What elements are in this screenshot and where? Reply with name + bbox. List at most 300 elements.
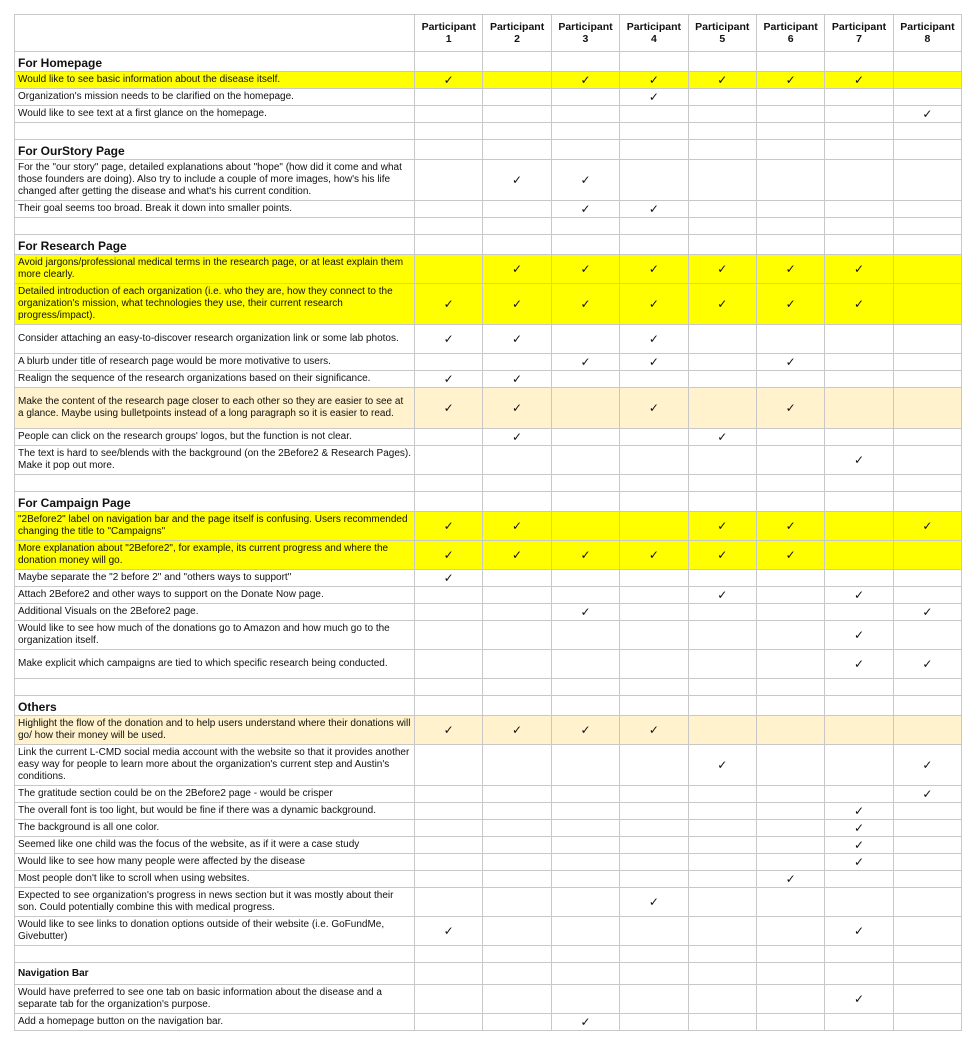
check-mark-cell: ✓ bbox=[825, 587, 893, 604]
check-mark-cell: ✓ bbox=[825, 854, 893, 871]
empty-cell bbox=[756, 696, 824, 716]
check-mark-cell: ✓ bbox=[415, 541, 483, 570]
empty-cell bbox=[688, 1014, 756, 1031]
empty-cell bbox=[893, 160, 961, 201]
empty-cell bbox=[551, 888, 619, 917]
feedback-text: Make the content of the research page closer to each other so they are easier to see at a glance. Maybe using bulletpoints instead of a long paragraph so it is easier to read. bbox=[15, 388, 415, 429]
empty-cell bbox=[756, 716, 824, 745]
check-mark-cell: ✓ bbox=[756, 354, 824, 371]
empty-cell bbox=[893, 871, 961, 888]
empty-cell bbox=[893, 429, 961, 446]
empty-cell bbox=[620, 218, 688, 235]
empty-cell bbox=[551, 946, 619, 963]
empty-cell bbox=[756, 52, 824, 72]
empty-cell bbox=[483, 446, 551, 475]
empty-cell bbox=[756, 325, 824, 354]
empty-cell bbox=[415, 475, 483, 492]
empty-cell bbox=[620, 621, 688, 650]
empty-cell bbox=[483, 123, 551, 140]
empty-cell bbox=[415, 354, 483, 371]
blank-row bbox=[15, 218, 962, 235]
empty-cell bbox=[415, 679, 483, 696]
empty-cell bbox=[15, 218, 415, 235]
empty-cell bbox=[756, 160, 824, 201]
empty-cell bbox=[620, 963, 688, 985]
feedback-row bbox=[15, 325, 962, 354]
empty-cell bbox=[415, 89, 483, 106]
empty-cell bbox=[756, 837, 824, 854]
check-mark-cell: ✓ bbox=[756, 72, 824, 89]
check-mark-cell: ✓ bbox=[483, 429, 551, 446]
feedback-text: Would like to see text at a first glance on the homepage. bbox=[15, 106, 415, 123]
empty-cell bbox=[756, 820, 824, 837]
participant-header-5: Participant 5 bbox=[688, 15, 756, 52]
empty-cell bbox=[688, 837, 756, 854]
empty-cell bbox=[551, 854, 619, 871]
empty-cell bbox=[415, 604, 483, 621]
empty-cell bbox=[620, 604, 688, 621]
check-mark-cell: ✓ bbox=[688, 745, 756, 786]
empty-cell bbox=[893, 123, 961, 140]
check-mark-cell: ✓ bbox=[620, 325, 688, 354]
empty-cell bbox=[415, 106, 483, 123]
empty-cell bbox=[415, 492, 483, 512]
empty-cell bbox=[825, 716, 893, 745]
section-row bbox=[15, 52, 962, 72]
empty-cell bbox=[551, 123, 619, 140]
empty-cell bbox=[893, 820, 961, 837]
check-mark-cell: ✓ bbox=[756, 255, 824, 284]
empty-cell bbox=[893, 854, 961, 871]
empty-cell bbox=[483, 745, 551, 786]
empty-cell bbox=[620, 492, 688, 512]
empty-cell bbox=[688, 325, 756, 354]
empty-cell bbox=[483, 492, 551, 512]
empty-cell bbox=[688, 123, 756, 140]
empty-cell bbox=[551, 786, 619, 803]
check-mark-cell: ✓ bbox=[893, 650, 961, 679]
empty-cell bbox=[688, 570, 756, 587]
check-mark-cell: ✓ bbox=[483, 716, 551, 745]
empty-cell bbox=[551, 820, 619, 837]
empty-cell bbox=[756, 985, 824, 1014]
check-mark-cell: ✓ bbox=[620, 354, 688, 371]
empty-cell bbox=[415, 650, 483, 679]
empty-cell bbox=[825, 679, 893, 696]
feedback-row bbox=[15, 1014, 962, 1031]
empty-cell bbox=[551, 985, 619, 1014]
feedback-row bbox=[15, 820, 962, 837]
empty-cell bbox=[415, 235, 483, 255]
check-mark-cell: ✓ bbox=[688, 541, 756, 570]
participant-header-6: Participant 6 bbox=[756, 15, 824, 52]
empty-cell bbox=[620, 140, 688, 160]
feedback-text: Organization's mission needs to be clarified on the homepage. bbox=[15, 89, 415, 106]
empty-cell bbox=[620, 512, 688, 541]
feedback-row bbox=[15, 650, 962, 679]
empty-cell bbox=[893, 388, 961, 429]
check-mark-cell: ✓ bbox=[415, 716, 483, 745]
empty-cell bbox=[756, 475, 824, 492]
empty-cell bbox=[483, 917, 551, 946]
feedback-text: More explanation about "2Before2", for example, its current progress and where the donation money will go. bbox=[15, 541, 415, 570]
empty-cell bbox=[483, 837, 551, 854]
feedback-text: Link the current L-CMD social media account with the website so that it provides another easy way for people to learn more about the organization's current step and Austin's conditions. bbox=[15, 745, 415, 786]
check-mark-cell: ✓ bbox=[551, 541, 619, 570]
check-mark-cell: ✓ bbox=[551, 255, 619, 284]
check-mark-cell: ✓ bbox=[825, 985, 893, 1014]
feedback-row bbox=[15, 72, 962, 89]
check-mark-cell: ✓ bbox=[825, 284, 893, 325]
check-mark-cell: ✓ bbox=[825, 255, 893, 284]
empty-cell bbox=[483, 106, 551, 123]
empty-cell bbox=[483, 650, 551, 679]
empty-cell bbox=[756, 371, 824, 388]
empty-cell bbox=[825, 604, 893, 621]
feedback-text: Add a homepage button on the navigation bar. bbox=[15, 1014, 415, 1031]
check-mark-cell: ✓ bbox=[551, 284, 619, 325]
empty-cell bbox=[620, 946, 688, 963]
participant-header-3: Participant 3 bbox=[551, 15, 619, 52]
check-mark-cell: ✓ bbox=[415, 325, 483, 354]
check-mark-cell: ✓ bbox=[688, 587, 756, 604]
empty-cell bbox=[551, 512, 619, 541]
check-mark-cell: ✓ bbox=[620, 888, 688, 917]
empty-cell bbox=[551, 871, 619, 888]
empty-cell bbox=[415, 786, 483, 803]
empty-cell bbox=[688, 917, 756, 946]
empty-cell bbox=[620, 1014, 688, 1031]
check-mark-cell: ✓ bbox=[893, 106, 961, 123]
empty-cell bbox=[688, 235, 756, 255]
empty-cell bbox=[688, 963, 756, 985]
check-mark-cell: ✓ bbox=[756, 541, 824, 570]
empty-cell bbox=[415, 587, 483, 604]
empty-cell bbox=[551, 837, 619, 854]
empty-cell bbox=[756, 89, 824, 106]
empty-cell bbox=[415, 946, 483, 963]
empty-cell bbox=[415, 52, 483, 72]
empty-cell bbox=[620, 587, 688, 604]
empty-cell bbox=[893, 354, 961, 371]
check-mark-cell: ✓ bbox=[415, 284, 483, 325]
empty-cell bbox=[620, 371, 688, 388]
empty-cell bbox=[756, 679, 824, 696]
empty-cell bbox=[415, 837, 483, 854]
empty-cell bbox=[415, 429, 483, 446]
feedback-text: Seemed like one child was the focus of the website, as if it were a case study bbox=[15, 837, 415, 854]
empty-cell bbox=[825, 871, 893, 888]
feedback-text: A blurb under title of research page would be more motivative to users. bbox=[15, 354, 415, 371]
empty-cell bbox=[688, 803, 756, 820]
check-mark-cell: ✓ bbox=[551, 72, 619, 89]
empty-cell bbox=[893, 587, 961, 604]
empty-cell bbox=[415, 255, 483, 284]
empty-cell bbox=[551, 106, 619, 123]
empty-cell bbox=[551, 963, 619, 985]
empty-cell bbox=[825, 371, 893, 388]
empty-cell bbox=[688, 201, 756, 218]
empty-cell bbox=[756, 1014, 824, 1031]
check-mark-cell: ✓ bbox=[688, 284, 756, 325]
check-mark-cell: ✓ bbox=[825, 820, 893, 837]
empty-cell bbox=[893, 621, 961, 650]
check-mark-cell: ✓ bbox=[551, 354, 619, 371]
feedback-text: The gratitude section could be on the 2Before2 page - would be crisper bbox=[15, 786, 415, 803]
empty-cell bbox=[620, 985, 688, 1014]
empty-cell bbox=[756, 854, 824, 871]
participant-header-4: Participant 4 bbox=[620, 15, 688, 52]
empty-cell bbox=[483, 52, 551, 72]
empty-cell bbox=[825, 89, 893, 106]
check-mark-cell: ✓ bbox=[483, 284, 551, 325]
check-mark-cell: ✓ bbox=[756, 871, 824, 888]
check-mark-cell: ✓ bbox=[620, 716, 688, 745]
feedback-text: Make explicit which campaigns are tied to which specific research being conducted. bbox=[15, 650, 415, 679]
check-mark-cell: ✓ bbox=[825, 621, 893, 650]
empty-cell bbox=[688, 492, 756, 512]
empty-cell bbox=[483, 621, 551, 650]
feedback-row bbox=[15, 106, 962, 123]
feedback-row bbox=[15, 745, 962, 786]
empty-cell bbox=[825, 429, 893, 446]
empty-cell bbox=[688, 140, 756, 160]
empty-cell bbox=[483, 871, 551, 888]
check-mark-cell: ✓ bbox=[415, 371, 483, 388]
feedback-row bbox=[15, 354, 962, 371]
empty-cell bbox=[620, 160, 688, 201]
empty-cell bbox=[620, 696, 688, 716]
check-mark-cell: ✓ bbox=[756, 512, 824, 541]
empty-cell bbox=[620, 106, 688, 123]
empty-cell bbox=[415, 888, 483, 917]
blank-row bbox=[15, 946, 962, 963]
empty-cell bbox=[415, 123, 483, 140]
empty-cell bbox=[825, 388, 893, 429]
check-mark-cell: ✓ bbox=[893, 745, 961, 786]
header-corner-cell bbox=[15, 15, 415, 52]
blank-row bbox=[15, 679, 962, 696]
empty-cell bbox=[551, 235, 619, 255]
feedback-row bbox=[15, 888, 962, 917]
participant-header-1: Participant 1 bbox=[415, 15, 483, 52]
feedback-text: For the "our story" page, detailed explanations about "hope" (how did it come and what those founders are doing). Also try to include a couple of more images, how's his life changed after getting the disease and what's his current condition. bbox=[15, 160, 415, 201]
empty-cell bbox=[893, 917, 961, 946]
empty-cell bbox=[483, 89, 551, 106]
empty-cell bbox=[893, 1014, 961, 1031]
participant-header-7: Participant 7 bbox=[825, 15, 893, 52]
empty-cell bbox=[688, 946, 756, 963]
empty-cell bbox=[415, 985, 483, 1014]
empty-cell bbox=[620, 650, 688, 679]
empty-cell bbox=[551, 679, 619, 696]
empty-cell bbox=[483, 679, 551, 696]
empty-cell bbox=[483, 140, 551, 160]
empty-cell bbox=[688, 354, 756, 371]
check-mark-cell: ✓ bbox=[825, 446, 893, 475]
empty-cell bbox=[756, 963, 824, 985]
empty-cell bbox=[825, 160, 893, 201]
empty-cell bbox=[620, 917, 688, 946]
section-row bbox=[15, 140, 962, 160]
empty-cell bbox=[551, 917, 619, 946]
empty-cell bbox=[483, 888, 551, 917]
empty-cell bbox=[893, 963, 961, 985]
section-title: Others bbox=[15, 696, 415, 716]
empty-cell bbox=[688, 106, 756, 123]
empty-cell bbox=[620, 837, 688, 854]
empty-cell bbox=[620, 446, 688, 475]
empty-cell bbox=[825, 123, 893, 140]
feedback-row bbox=[15, 388, 962, 429]
participant-header-8: Participant 8 bbox=[893, 15, 961, 52]
empty-cell bbox=[415, 446, 483, 475]
check-mark-cell: ✓ bbox=[483, 388, 551, 429]
feedback-text: Attach 2Before2 and other ways to support on the Donate Now page. bbox=[15, 587, 415, 604]
feedback-row bbox=[15, 786, 962, 803]
feedback-text: Detailed introduction of each organization (i.e. who they are, how they connect to the organization's mission, what technologies they use, their current research progress/impact). bbox=[15, 284, 415, 325]
empty-cell bbox=[893, 140, 961, 160]
empty-cell bbox=[688, 218, 756, 235]
empty-cell bbox=[825, 492, 893, 512]
empty-cell bbox=[825, 570, 893, 587]
check-mark-cell: ✓ bbox=[825, 837, 893, 854]
empty-cell bbox=[551, 388, 619, 429]
empty-cell bbox=[551, 621, 619, 650]
check-mark-cell: ✓ bbox=[688, 429, 756, 446]
empty-cell bbox=[825, 140, 893, 160]
section-title: For OurStory Page bbox=[15, 140, 415, 160]
check-mark-cell: ✓ bbox=[415, 388, 483, 429]
empty-cell bbox=[756, 888, 824, 917]
empty-cell bbox=[756, 604, 824, 621]
feedback-table bbox=[14, 14, 962, 1031]
feedback-row bbox=[15, 429, 962, 446]
empty-cell bbox=[893, 570, 961, 587]
empty-cell bbox=[688, 696, 756, 716]
feedback-row bbox=[15, 803, 962, 820]
empty-cell bbox=[688, 871, 756, 888]
feedback-text: Additional Visuals on the 2Before2 page. bbox=[15, 604, 415, 621]
empty-cell bbox=[415, 218, 483, 235]
feedback-row bbox=[15, 871, 962, 888]
empty-cell bbox=[756, 235, 824, 255]
empty-cell bbox=[688, 388, 756, 429]
section-title: For Homepage bbox=[15, 52, 415, 72]
section-title: For Research Page bbox=[15, 235, 415, 255]
empty-cell bbox=[415, 140, 483, 160]
feedback-text: Would like to see how many people were affected by the disease bbox=[15, 854, 415, 871]
section-title: For Campaign Page bbox=[15, 492, 415, 512]
empty-cell bbox=[688, 716, 756, 745]
empty-cell bbox=[756, 621, 824, 650]
empty-cell bbox=[893, 696, 961, 716]
empty-cell bbox=[620, 803, 688, 820]
feedback-text: The background is all one color. bbox=[15, 820, 415, 837]
check-mark-cell: ✓ bbox=[620, 201, 688, 218]
feedback-row bbox=[15, 604, 962, 621]
empty-cell bbox=[483, 946, 551, 963]
check-mark-cell: ✓ bbox=[893, 512, 961, 541]
check-mark-cell: ✓ bbox=[551, 1014, 619, 1031]
empty-cell bbox=[551, 650, 619, 679]
empty-cell bbox=[756, 587, 824, 604]
check-mark-cell: ✓ bbox=[415, 917, 483, 946]
empty-cell bbox=[756, 650, 824, 679]
feedback-row bbox=[15, 512, 962, 541]
empty-cell bbox=[893, 541, 961, 570]
feedback-text: Avoid jargons/professional medical terms in the research page, or at least explain them more clearly. bbox=[15, 255, 415, 284]
feedback-text: Would have preferred to see one tab on basic information about the disease and a separate tab for the organization's purpose. bbox=[15, 985, 415, 1014]
check-mark-cell: ✓ bbox=[756, 388, 824, 429]
feedback-row bbox=[15, 446, 962, 475]
empty-cell bbox=[551, 218, 619, 235]
check-mark-cell: ✓ bbox=[688, 512, 756, 541]
check-mark-cell: ✓ bbox=[415, 72, 483, 89]
empty-cell bbox=[483, 587, 551, 604]
feedback-rows bbox=[15, 52, 962, 1031]
header-row bbox=[15, 15, 962, 52]
feedback-row bbox=[15, 89, 962, 106]
feedback-text: Would like to see basic information about the disease itself. bbox=[15, 72, 415, 89]
empty-cell bbox=[551, 745, 619, 786]
feedback-row bbox=[15, 837, 962, 854]
empty-cell bbox=[620, 235, 688, 255]
empty-cell bbox=[893, 446, 961, 475]
empty-cell bbox=[483, 820, 551, 837]
section-row bbox=[15, 696, 962, 716]
section-row bbox=[15, 492, 962, 512]
empty-cell bbox=[688, 446, 756, 475]
empty-cell bbox=[756, 123, 824, 140]
empty-cell bbox=[825, 218, 893, 235]
blank-row bbox=[15, 475, 962, 492]
empty-cell bbox=[483, 786, 551, 803]
empty-cell bbox=[415, 621, 483, 650]
check-mark-cell: ✓ bbox=[415, 570, 483, 587]
empty-cell bbox=[415, 160, 483, 201]
empty-cell bbox=[415, 201, 483, 218]
empty-cell bbox=[825, 512, 893, 541]
feedback-row bbox=[15, 985, 962, 1014]
empty-cell bbox=[893, 946, 961, 963]
check-mark-cell: ✓ bbox=[688, 72, 756, 89]
empty-cell bbox=[688, 679, 756, 696]
feedback-text: Would like to see how much of the donations go to Amazon and how much go to the organization itself. bbox=[15, 621, 415, 650]
empty-cell bbox=[688, 621, 756, 650]
empty-cell bbox=[756, 492, 824, 512]
empty-cell bbox=[551, 803, 619, 820]
empty-cell bbox=[756, 745, 824, 786]
empty-cell bbox=[893, 371, 961, 388]
feedback-text: The text is hard to see/blends with the background (on the 2Before2 & Research Pages). Make it pop out more. bbox=[15, 446, 415, 475]
empty-cell bbox=[483, 235, 551, 255]
feedback-text: "2Before2" label on navigation bar and the page itself is confusing. Users recommended changing the title to "Campaigns" bbox=[15, 512, 415, 541]
check-mark-cell: ✓ bbox=[620, 89, 688, 106]
check-mark-cell: ✓ bbox=[620, 388, 688, 429]
empty-cell bbox=[893, 679, 961, 696]
feedback-text: Maybe separate the "2 before 2" and "others ways to support" bbox=[15, 570, 415, 587]
check-mark-cell: ✓ bbox=[756, 284, 824, 325]
feedback-row bbox=[15, 201, 962, 218]
check-mark-cell: ✓ bbox=[551, 716, 619, 745]
empty-cell bbox=[483, 803, 551, 820]
check-mark-cell: ✓ bbox=[825, 72, 893, 89]
empty-cell bbox=[551, 429, 619, 446]
empty-cell bbox=[893, 985, 961, 1014]
check-mark-cell: ✓ bbox=[551, 604, 619, 621]
empty-cell bbox=[756, 218, 824, 235]
